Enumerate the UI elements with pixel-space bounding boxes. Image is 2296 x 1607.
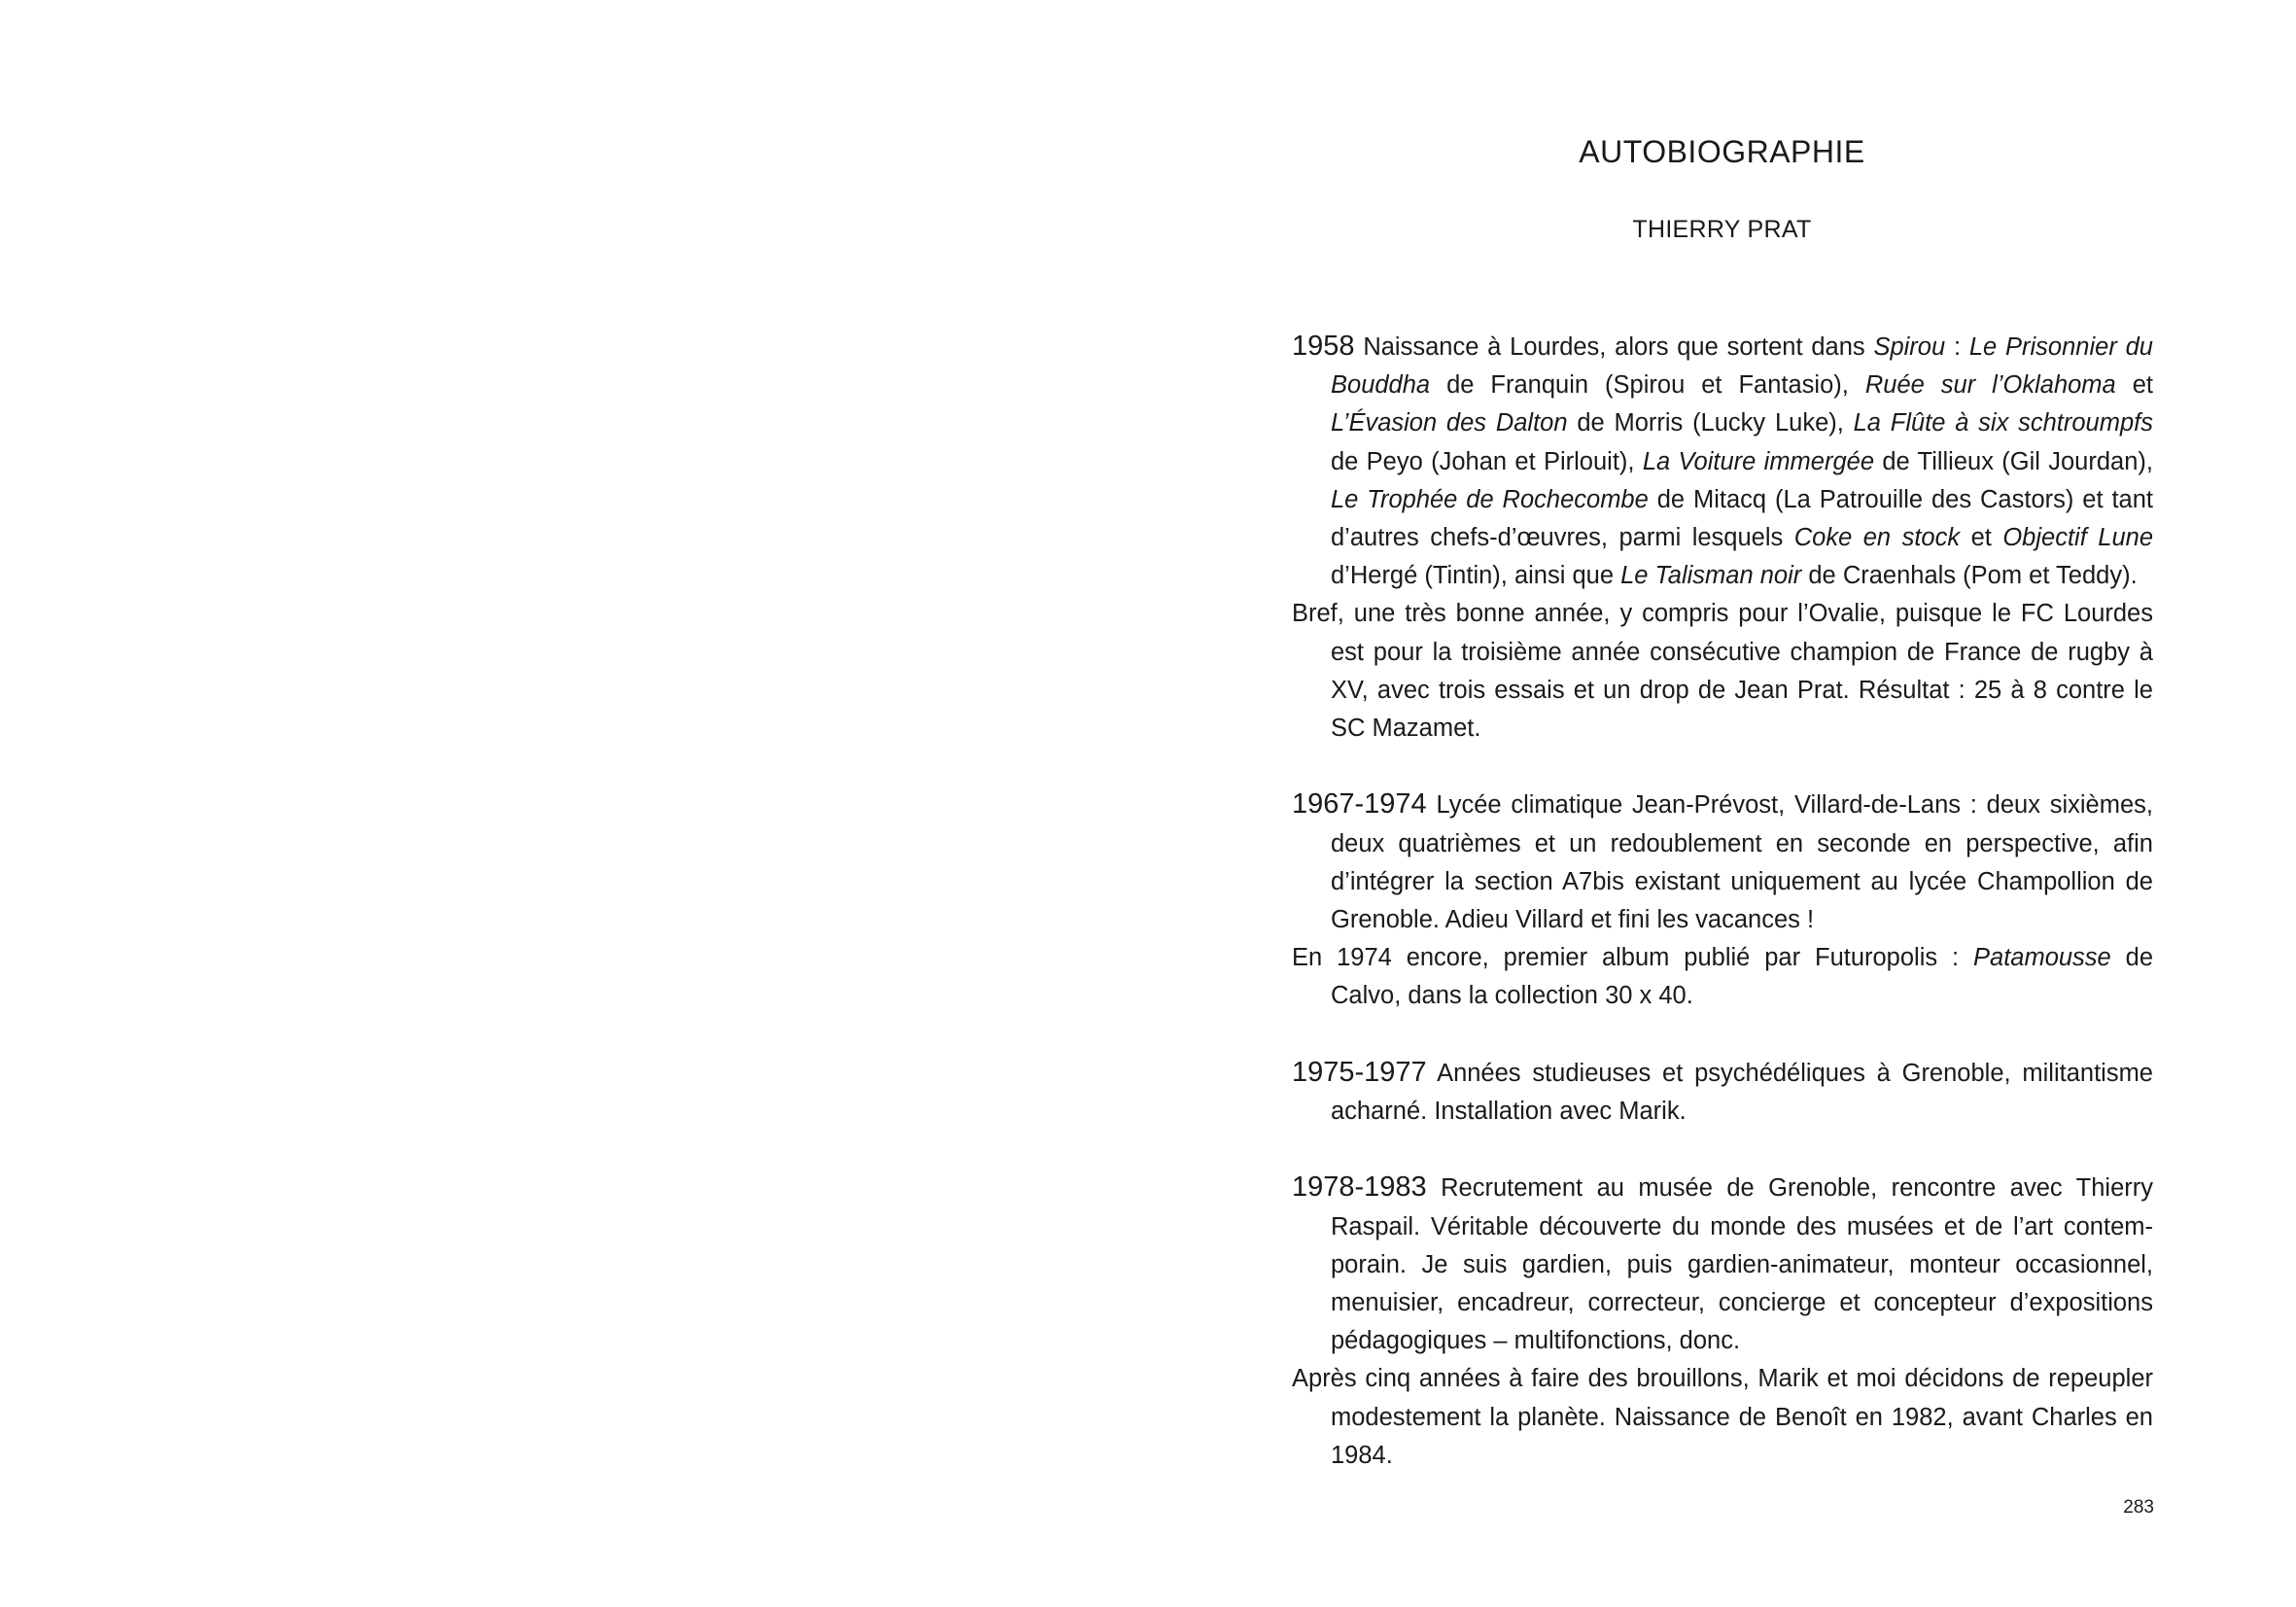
book-title: Ruée sur l’Oklahoma [1864,371,2116,400]
book-title: L’Évasion des Dalton [1331,409,1568,437]
book-title: Objectif Lune [2002,524,2153,552]
right-page [1148,0,2296,1607]
entry-1982-children: Après cinq années à faire des brouillons, Marik et moi décidons de repeupler modestement la planète. Naissance de Benoît en 1982, avant Charles en 1984. [1292,1365,2153,1469]
entry-1958: 1958 Naissance à Lourdes, alors que sortent dans Spirou : Le Prisonnier du Bouddha de Franquin (Spirou et Fantasio), Ruée sur l’Oklahoma et L’Évasion des Dalton de Morris (Lucky Luke), La Flûte à six schtroumpfs de Peyo (Johan et Pirlouit), La Voiture immergée de Tillieux (Gil Jourdan), Le Trophée de Rochecombe de Mitacq (La Patrouille des Castors) et tant d’autres chefs-d’œuvres, parmi lesquels Coke en stock et Objectif Lune d’Hergé (Tintin), ainsi que Le Talisman noir de Craenhals (Pom et Teddy). [1292,331,2154,590]
entry-1975-1977: 1975-1977 Années studieuses et psychédéliques à Grenoble, militantisme acharné. Installation avec Marik. [1292,1056,2153,1126]
page-title: AUTOBIOGRAPHIE [1579,134,1865,169]
book-title: La Flûte à six schtroumpfs [1853,409,2154,437]
page-number: 283 [2123,1497,2154,1518]
paragraph-gap [1292,1016,2153,1054]
book-title: La Voiture immergée [1642,447,1875,475]
biography-text [1292,328,2153,1475]
entry-1978-1983: 1978-1983 Recrutement au musée de Grenoble, rencontre avec Thierry Raspail. Véritable découverte du monde des musées et de l’art contem-porain. Je suis gardien, puis gardien-animateur, monteur occasionnel, menuisier, encadreur, correcteur, concierge et concepteur d’expositions pédagogiques – multifonctions, donc. [1292,1171,2153,1355]
entry-1958-rugby: Bref, une très bonne année, y compris pour l’Ovalie, puisque le FC Lourdes est pour la troisième année consécutive champion de France de rugby à XV, avec trois essais et un drop de Jean Prat. Résultat : 25 à 8 contre le SC Mazamet. [1292,600,2153,743]
entry-year: 1978-1983 [1292,1171,1427,1204]
entry-year: 1967-1974 [1292,788,1427,821]
entry-year: 1958 [1292,331,1355,362]
book-title: Coke en stock [1793,524,1961,552]
paragraph-gap [1292,1131,2153,1169]
author-name: THIERRY PRAT [1632,216,1812,243]
entry-1974-futuropolis: En 1974 encore, premier album publié par Futuropolis : Patamousse de Calvo, dans la collection 30 x 40. [1292,944,2154,1010]
entry-year: 1975-1977 [1292,1056,1427,1088]
book-title: Le Prisonnier du Bouddha [1331,333,2153,400]
book-title: Le Talisman noir [1620,562,1802,590]
paragraph-gap [1292,748,2153,786]
entry-1967-1974: 1967-1974 Lycée climatique Jean-Prévost, Villard-de-Lans : deux sixièmes, deux quatrièmes et un redoublement en seconde en perspective, afin d’intégrer la section A7bis existant uniquement au lycée Champollion de Grenoble. Adieu Villard et fini les vacances ! [1292,788,2153,934]
book-title: Spirou [1873,333,1946,361]
book-title: Patamousse [1973,944,2111,972]
book-title: Le Trophée de Rochecombe [1331,485,1649,513]
